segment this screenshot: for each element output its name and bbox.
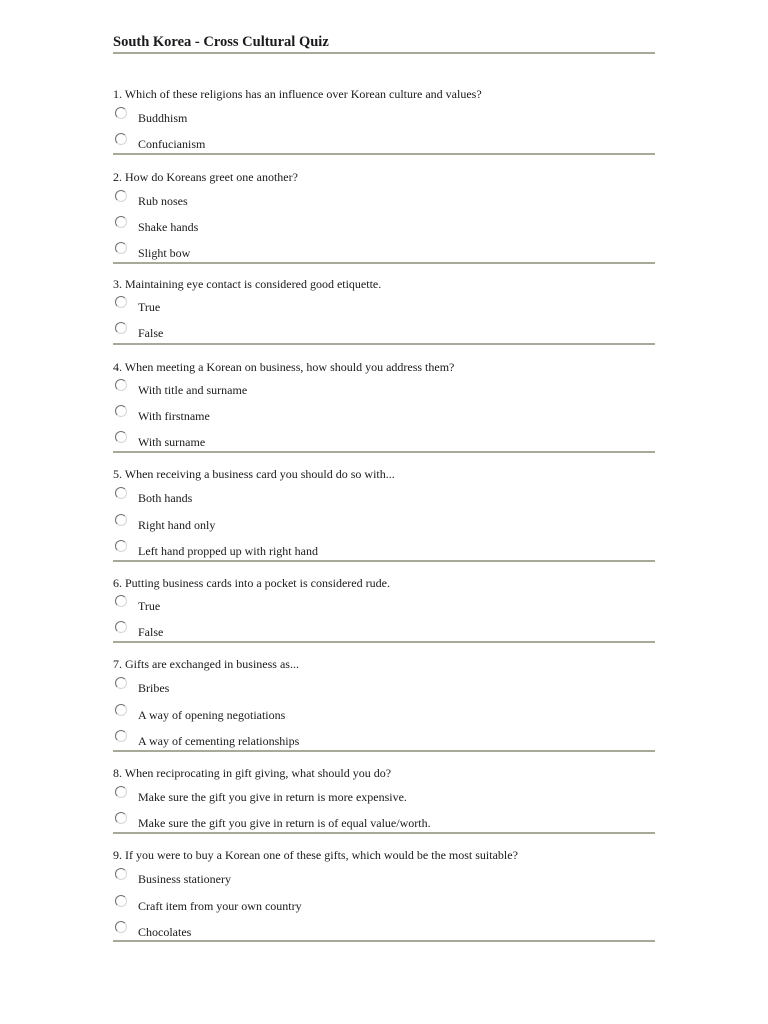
option-label: True xyxy=(138,599,161,613)
radio-button[interactable] xyxy=(115,786,127,798)
radio-button[interactable] xyxy=(115,133,127,145)
option-firstname[interactable] xyxy=(113,405,655,427)
question-text: 8. When reciprocating in gift giving, what should you do? xyxy=(113,766,392,780)
radio-button[interactable] xyxy=(115,379,127,391)
radio-button[interactable] xyxy=(115,405,127,417)
option-label: Slight bow xyxy=(138,246,191,260)
option-label: With firstname xyxy=(138,409,210,423)
option-title-and-surname[interactable] xyxy=(113,379,655,401)
radio-button[interactable] xyxy=(115,704,127,716)
question-text: 2. How do Koreans greet one another? xyxy=(113,170,298,184)
option-more-expensive[interactable] xyxy=(113,786,655,808)
question-divider xyxy=(113,641,655,643)
title-divider xyxy=(113,52,655,54)
option-false[interactable] xyxy=(113,621,655,643)
option-label: A way of cementing relationships xyxy=(138,734,300,748)
radio-button[interactable] xyxy=(115,216,127,228)
option-label: Make sure the gift you give in return is of equal value/worth. xyxy=(138,816,431,830)
radio-button[interactable] xyxy=(115,730,127,742)
option-right-hand-only[interactable] xyxy=(113,514,655,536)
question-divider xyxy=(113,750,655,752)
option-false[interactable] xyxy=(113,322,655,344)
option-slight-bow[interactable] xyxy=(113,242,655,264)
option-label: True xyxy=(138,300,161,314)
radio-button[interactable] xyxy=(115,895,127,907)
radio-button[interactable] xyxy=(115,242,127,254)
option-business-stationery[interactable] xyxy=(113,868,655,890)
page-title: South Korea - Cross Cultural Quiz xyxy=(113,34,329,50)
option-cementing-relationships[interactable] xyxy=(113,730,655,752)
option-label: With title and surname xyxy=(138,383,248,397)
option-label: Business stationery xyxy=(138,872,231,886)
radio-button[interactable] xyxy=(115,107,127,119)
question-text: 1. Which of these religions has an influence over Korean culture and values? xyxy=(113,87,482,101)
question-divider xyxy=(113,940,655,942)
radio-button[interactable] xyxy=(115,190,127,202)
option-rub-noses[interactable] xyxy=(113,190,655,212)
question-divider xyxy=(113,343,655,345)
radio-button[interactable] xyxy=(115,540,127,552)
option-label: False xyxy=(138,326,164,340)
option-label: False xyxy=(138,625,164,639)
question-divider xyxy=(113,153,655,155)
option-label: Chocolates xyxy=(138,925,192,939)
option-left-hand-propped[interactable] xyxy=(113,540,655,562)
option-buddhism[interactable] xyxy=(113,107,655,129)
option-both-hands[interactable] xyxy=(113,487,655,509)
option-label: With surname xyxy=(138,435,206,449)
question-text: 7. Gifts are exchanged in business as... xyxy=(113,657,299,671)
option-equal-value[interactable] xyxy=(113,812,655,834)
radio-button[interactable] xyxy=(115,812,127,824)
question-text: 3. Maintaining eye contact is considered good etiquette. xyxy=(113,277,382,291)
question-divider xyxy=(113,262,655,264)
radio-button[interactable] xyxy=(115,677,127,689)
option-label: Buddhism xyxy=(138,111,188,125)
option-label: Confucianism xyxy=(138,137,206,151)
question-text: 6. Putting business cards into a pocket is considered rude. xyxy=(113,576,390,590)
option-shake-hands[interactable] xyxy=(113,216,655,238)
option-true[interactable] xyxy=(113,595,655,617)
radio-button[interactable] xyxy=(115,621,127,633)
option-label: Both hands xyxy=(138,491,193,505)
option-label: Shake hands xyxy=(138,220,199,234)
option-label: Craft item from your own country xyxy=(138,899,302,913)
question-text: 9. If you were to buy a Korean one of these gifts, which would be the most suitable? xyxy=(113,848,518,862)
option-label: Rub noses xyxy=(138,194,188,208)
question-text: 5. When receiving a business card you should do so with... xyxy=(113,467,395,481)
option-true[interactable] xyxy=(113,296,655,318)
option-craft-item[interactable] xyxy=(113,895,655,917)
radio-button[interactable] xyxy=(115,595,127,607)
radio-button[interactable] xyxy=(115,296,127,308)
radio-button[interactable] xyxy=(115,431,127,443)
option-confucianism[interactable] xyxy=(113,133,655,155)
option-surname[interactable] xyxy=(113,431,655,453)
option-label: A way of opening negotiations xyxy=(138,708,286,722)
radio-button[interactable] xyxy=(115,487,127,499)
radio-button[interactable] xyxy=(115,514,127,526)
option-label: Left hand propped up with right hand xyxy=(138,544,318,558)
option-label: Bribes xyxy=(138,681,170,695)
radio-button[interactable] xyxy=(115,322,127,334)
radio-button[interactable] xyxy=(115,868,127,880)
question-divider xyxy=(113,560,655,562)
radio-button[interactable] xyxy=(115,921,127,933)
option-label: Make sure the gift you give in return is more expensive. xyxy=(138,790,407,804)
option-bribes[interactable] xyxy=(113,677,655,699)
question-text: 4. When meeting a Korean on business, how should you address them? xyxy=(113,360,455,374)
question-divider xyxy=(113,451,655,453)
question-divider xyxy=(113,832,655,834)
option-label: Right hand only xyxy=(138,518,216,532)
option-opening-negotiations[interactable] xyxy=(113,704,655,726)
